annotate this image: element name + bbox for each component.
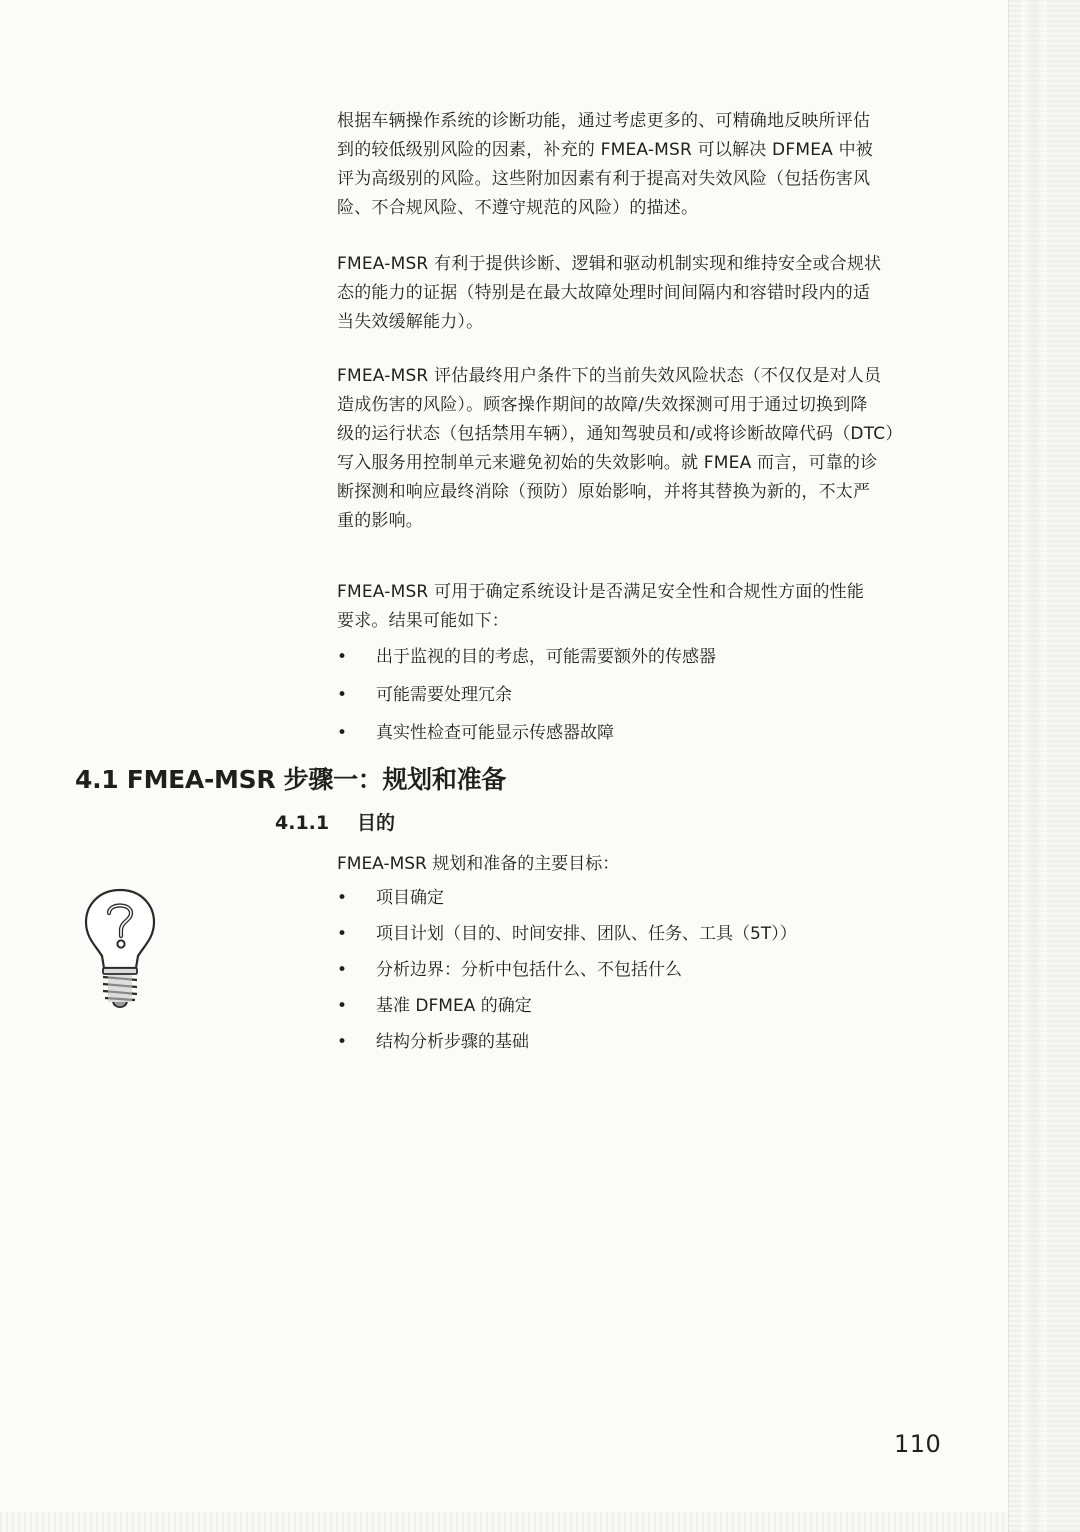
bullet-icon: • xyxy=(337,647,348,667)
paragraph-performance: FMEA-MSR 可用于确定系统设计是否满足安全性和合规性方面的性能 要求。结果可能如下： xyxy=(337,582,865,631)
page-edge-bottom xyxy=(0,1512,1008,1532)
list-item-text: 出于监视的目的考虑，可能需要额外的传感器 xyxy=(376,647,716,667)
list-item-text: 项目计划（目的、时间安排、团队、任务、工具（5T）） xyxy=(376,924,797,944)
bullet-icon: • xyxy=(337,888,348,908)
list-item xyxy=(337,720,716,758)
subsection-number: 4.1.1 xyxy=(275,812,330,834)
list-item xyxy=(337,644,716,682)
list-item-text: 项目确定 xyxy=(376,888,444,908)
list-item-text: 基准 DFMEA 的确定 xyxy=(376,996,532,1016)
lightbulb-question-icon xyxy=(80,884,160,1012)
bullet-icon: • xyxy=(337,685,348,705)
list-item-text: 分析边界：分析中包括什么、不包括什么 xyxy=(376,960,682,980)
bullet-icon: • xyxy=(337,1032,348,1052)
page-edge-right xyxy=(1008,0,1080,1532)
paragraph-evidence: FMEA-MSR 有利于提供诊断、逻辑和驱动机制实现和维持安全或合规状 态的能力的证据（特别是在最大故障处理时间间隔内和容错时段内的适 当失效缓解能力）。 xyxy=(337,254,882,332)
bullet-icon: • xyxy=(337,723,348,743)
section-heading: 4.1 FMEA-MSR 步骤一：规划和准备 xyxy=(75,765,506,794)
subsection-heading: 目的 xyxy=(357,812,396,834)
bullet-icon: • xyxy=(337,924,348,944)
list-item xyxy=(337,993,797,1029)
bullet-icon: • xyxy=(337,960,348,980)
list-item xyxy=(337,885,797,921)
list-item-text: 结构分析步骤的基础 xyxy=(376,1032,529,1052)
list-item xyxy=(337,921,797,957)
paragraph-current-risk: FMEA-MSR 评估最终用户条件下的当前失效风险状态（不仅仅是对人员 造成伤害的风险）。顾客操作期间的故障/失效探测可用于通过切换到降 级的运行状态（包括禁用车辆），通知驾驶员和/或将诊断故障代码（DTC） 写入服务用控制单元来避免初始的失效影响。就 FMEA 而言，可靠的诊 断探测和响应最终消除（预防）原始影响，并将其替换为新的，不太严 重的影响。 xyxy=(337,366,903,531)
objectives-list xyxy=(337,885,797,1065)
paragraph-diagnostic-risk: 根据车辆操作系统的诊断功能，通过考虑更多的、可精确地反映所评估 到的较低级别风险的因素，补充的 FMEA-MSR 可以解决 DFMEA 中被 评为高级别的风险。这些附加因素有利于提高对失效风险（包括伤害风 险、不合规风险、不遵守规范的风险）的描述。 xyxy=(337,111,873,218)
page-number: 110 xyxy=(894,1430,942,1458)
results-list xyxy=(337,644,716,758)
list-item xyxy=(337,957,797,993)
bullet-icon: • xyxy=(337,996,348,1016)
list-item-text: 可能需要处理冗余 xyxy=(376,685,512,705)
list-item-text: 真实性检查可能显示传感器故障 xyxy=(376,723,614,743)
list-item xyxy=(337,682,716,720)
list-item xyxy=(337,1029,797,1065)
objectives-intro: FMEA-MSR 规划和准备的主要目标： xyxy=(337,854,620,874)
